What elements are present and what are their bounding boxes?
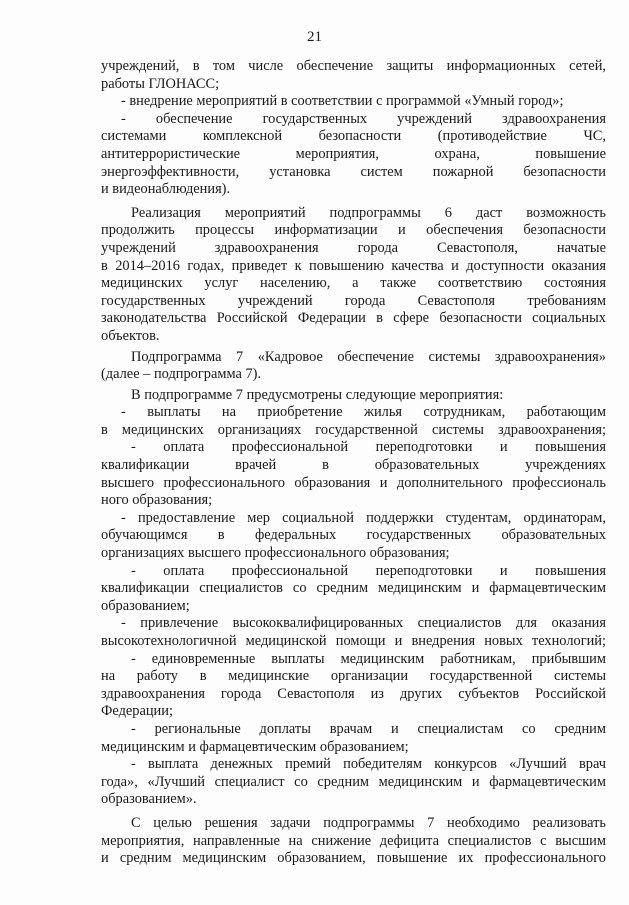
text-line: обучающимся в федеральных государственных образовательных: [101, 527, 606, 544]
text-line: Реализация мероприятий подпрограммы 6 даст возможность: [131, 204, 606, 221]
text-line: - внедрение мероприятий в соответствии с программой «Умный город»;: [121, 93, 564, 110]
document-body: [101, 58, 606, 868]
text-line: в 2014–2016 годах, приведет к повышению качества и доступности оказания: [101, 257, 606, 274]
text-line: С целью решения задачи подпрограммы 7 необходимо реализовать: [131, 814, 606, 831]
text-line: высшего профессионального образования и дополнительного профессиональ: [101, 474, 606, 491]
text-line: высокотехнологичной медицинской помощи и внедрения новых технологий;: [101, 633, 606, 649]
text-line: ного образования;: [101, 492, 213, 509]
text-line: мероприятия, направленные на снижение дефицита специалистов с высшим: [101, 832, 606, 849]
text-line: Подпрограмма 7 «Кадровое обеспечение системы здравоохранения»: [131, 348, 606, 365]
text-line: на работу в медицинские организации государственной системы: [101, 668, 606, 685]
text-line: и средним медицинским образованием, повышение их профессионального: [101, 850, 606, 867]
text-line: энергоэффективности, установка систем пожарной безопасности: [101, 163, 606, 180]
text-line: года», «Лучший специалист со средним медицинским и фармацевтическим: [101, 773, 606, 790]
text-line: медицинским и фармацевтическим образованием;: [101, 738, 409, 755]
text-line: образованием».: [101, 791, 197, 808]
text-line: здравоохранения города Севастополя из других субъектов Российской: [101, 685, 606, 702]
text-line: - привлечение высококвалифицированных специалистов для оказания: [121, 615, 606, 632]
text-line: системами комплексной безопасности (противодействие ЧС,: [101, 128, 606, 145]
text-line: - предоставление мер социальной поддержки студентам, ординаторам,: [121, 509, 606, 526]
text-line: - выплата денежных премий победителям конкурсов «Лучший врач: [131, 756, 606, 773]
text-line: объектов.: [101, 327, 160, 344]
text-line: - обеспечение государственных учреждений здравоохранения: [121, 110, 606, 127]
text-line: - выплаты на приобретение жилья сотрудникам, работающим: [121, 404, 606, 421]
text-line: Федерации;: [101, 703, 173, 720]
text-line: - оплата профессиональной переподготовки и повышения: [131, 562, 606, 579]
text-line: - оплата профессиональной переподготовки и повышения: [131, 439, 606, 456]
text-line: законодательства Российской Федерации в сфере безопасности социальных: [101, 310, 606, 327]
text-line: учреждений здравоохранения города Севастополя, начатые: [101, 239, 606, 256]
text-line: в медицинских организациях государственной системы здравоохранения;: [101, 421, 606, 438]
text-line: антитеррористические мероприятия, охрана, повышение: [101, 145, 606, 162]
text-line: и видеонаблюдения).: [101, 181, 231, 198]
text-line: медицинских услуг населению, а также соответствию состояния: [101, 275, 606, 292]
text-line: образованием;: [101, 597, 190, 614]
text-line: государственных учреждений города Севастополя требованиям: [101, 292, 606, 309]
text-line: квалификации специалистов со средним медицинским и фармацевтическим: [101, 580, 606, 597]
text-line: (далее – подпрограмма 7).: [101, 366, 262, 383]
text-line: продолжить процессы информатизации и обеспечения безопасности: [101, 222, 606, 239]
text-line: В подпрограмме 7 предусмотрены следующие мероприятия:: [131, 386, 504, 403]
text-line: - региональные доплаты врачам и специалистам со средним: [131, 720, 606, 737]
text-line: - единовременные выплаты медицинским работникам, прибывшим: [131, 650, 606, 667]
text-line: квалификации врачей в образовательных учреждениях: [101, 457, 606, 474]
text-line: учреждений, в том числе обеспечение защиты информационных сетей,: [101, 58, 606, 74]
text-line: организациях высшего профессионального образования;: [101, 545, 450, 562]
page-number: 21: [307, 29, 322, 45]
text-line: работы ГЛОНАСС;: [101, 75, 220, 92]
